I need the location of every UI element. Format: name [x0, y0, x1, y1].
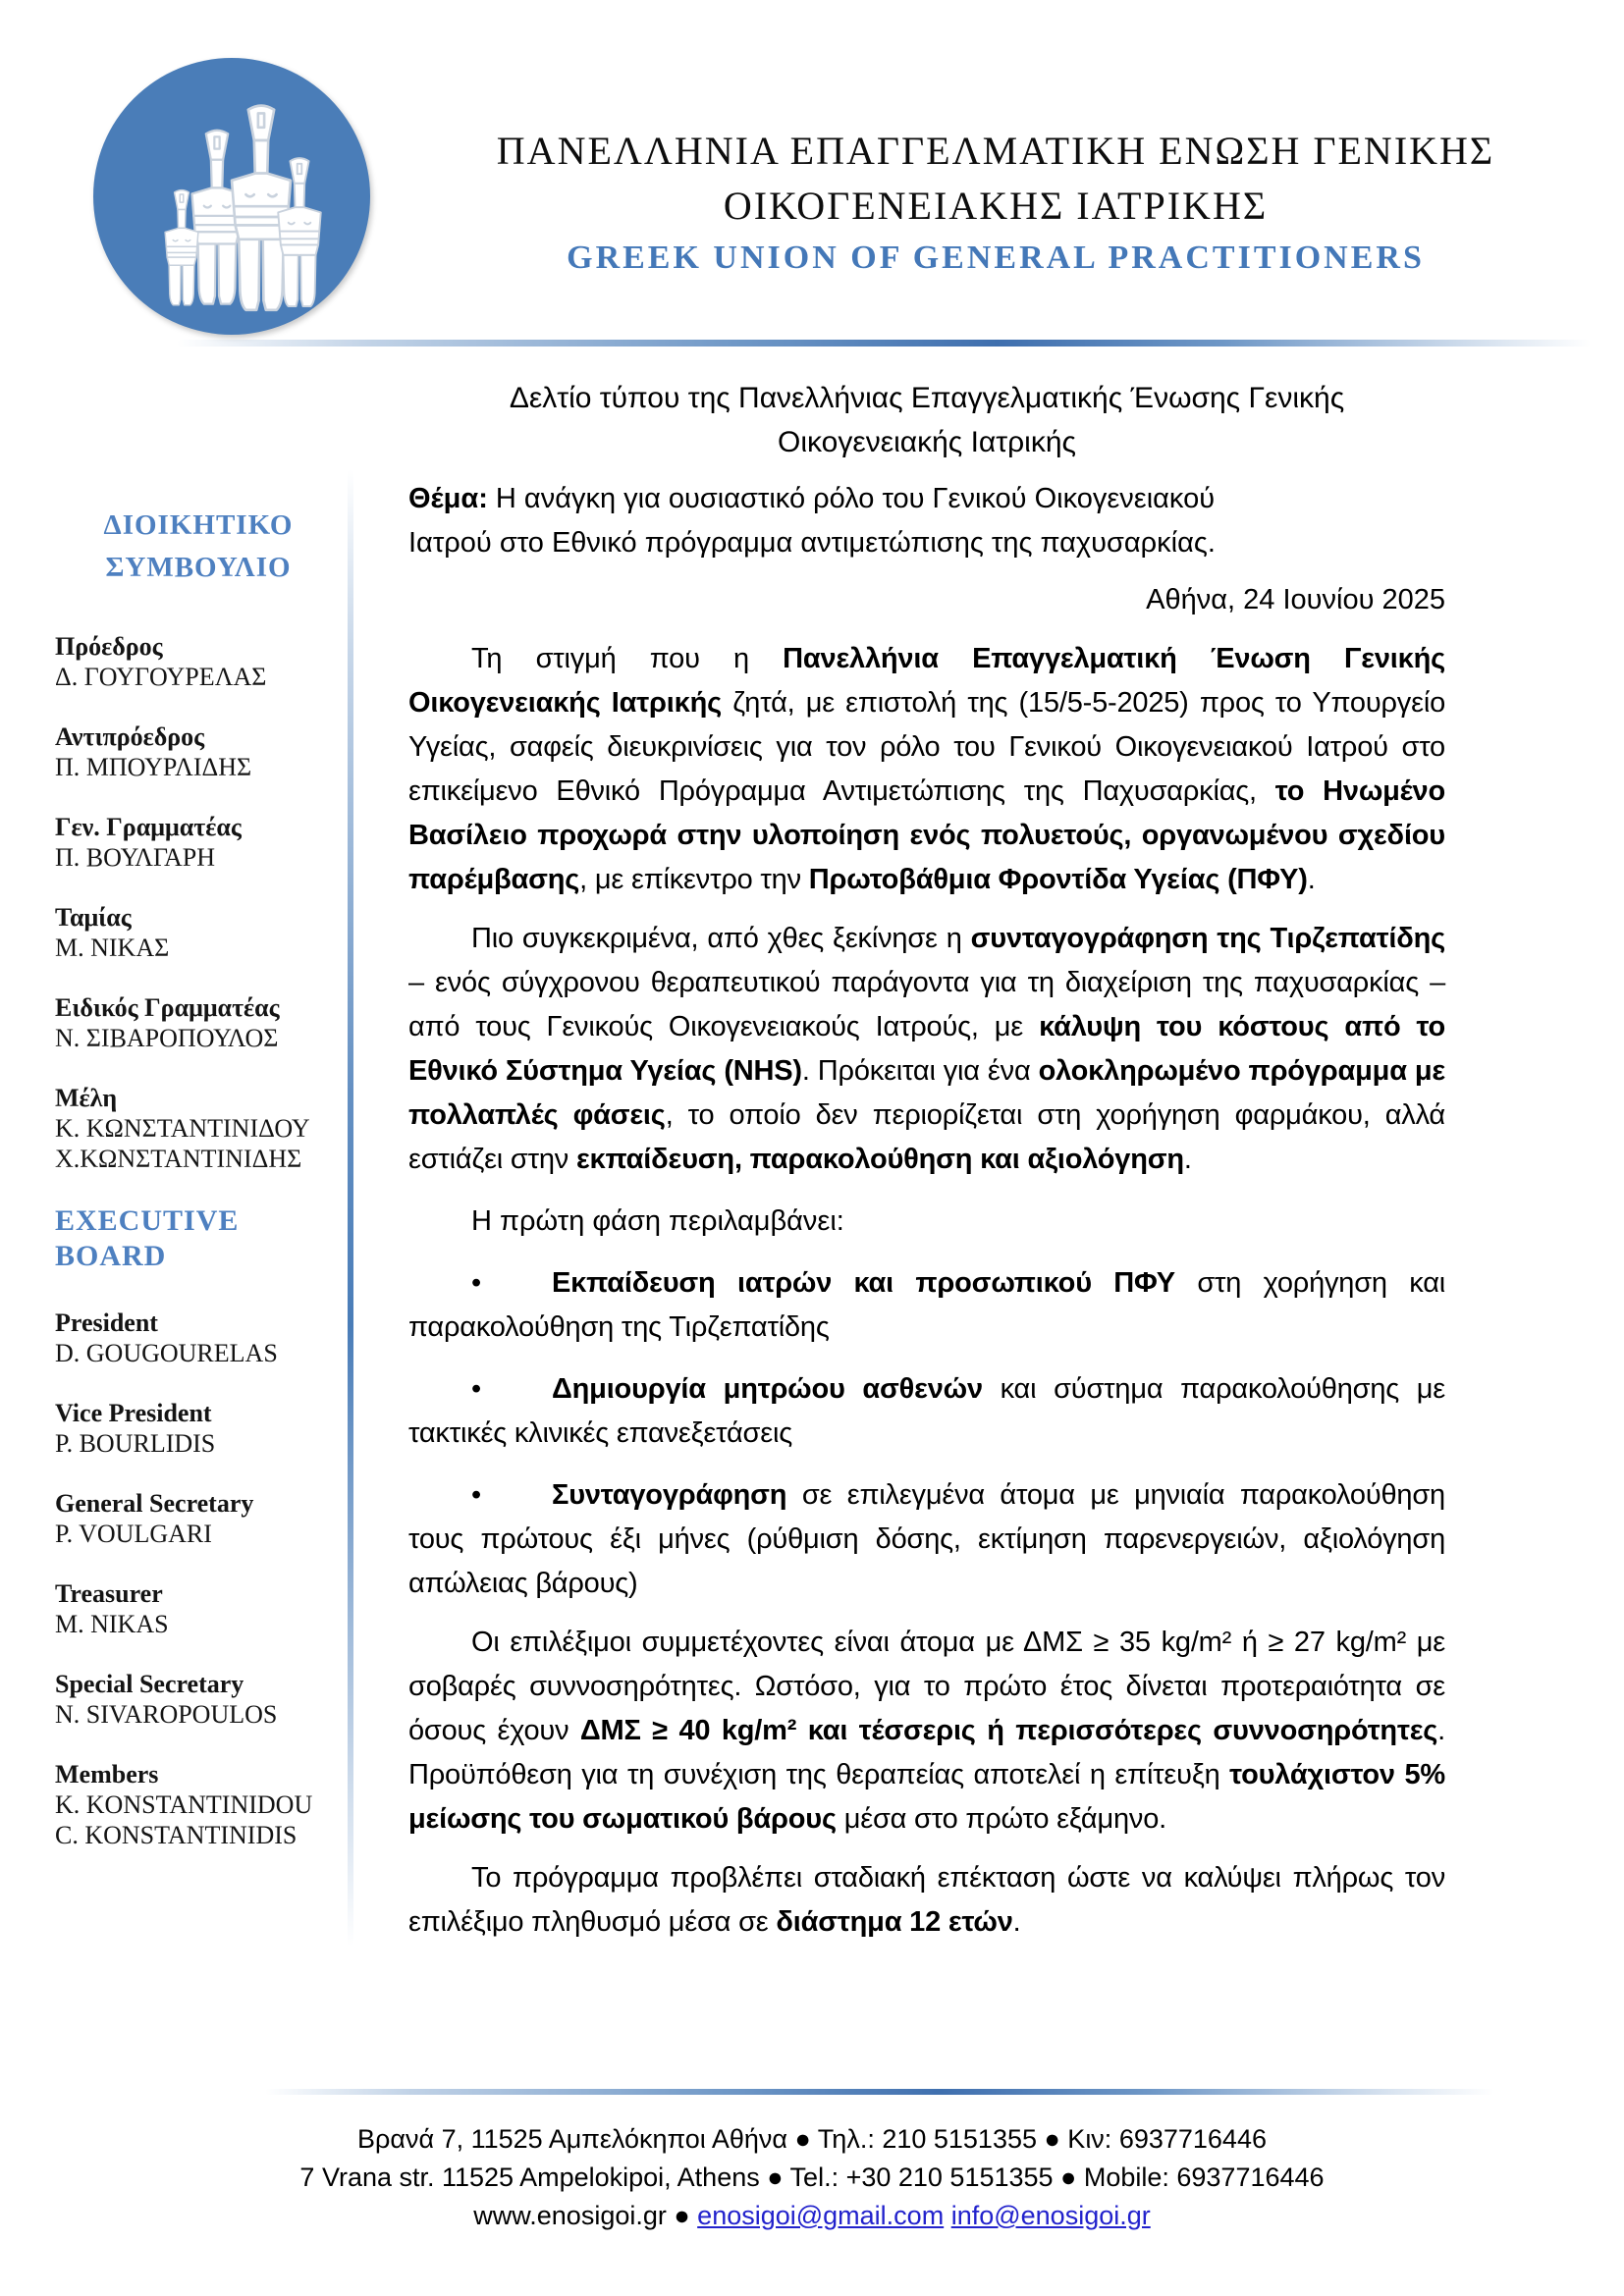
member-role: Special Secretary [55, 1670, 244, 1698]
bullet-text: Εκπαίδευση ιατρών και προσωπικού ΠΦΥ στη χορήγηση και παρακολούθηση της Τιρζεπατίδης [408, 1267, 1446, 1343]
board-member-block [55, 1578, 342, 1639]
press-title-line1: Δελτίο τύπου της Πανελλήνιας Επαγγελματικής Ένωσης Γενικής [509, 382, 1345, 414]
org-title-english: GREEK UNION OF GENERAL PRACTITIONERS [567, 240, 1425, 276]
logo-icon [84, 49, 379, 344]
sidebar-heading-english: EXECUTIVE BOARD [55, 1204, 240, 1272]
member-role: Ειδικός Γραμματέας [55, 993, 280, 1022]
footer-address-greek: Βρανά 7, 11525 Αμπελόκηποι Αθήνα ● Τηλ.: 210 5151355 ● Κιν: 6937716446 [357, 2124, 1267, 2154]
footer-divider-rule [265, 2089, 1494, 2095]
subject-block [408, 477, 1445, 565]
member-name: Π. ΒΟΥΛΓΑΡΗ [55, 843, 215, 872]
member-role: President [55, 1308, 158, 1337]
member-name: Π. ΜΠΟΥΡΛΙΔΗΣ [55, 753, 252, 781]
paragraph-4: Το πρόγραμμα προβλέπει σταδιακή επέκταση ώστε να καλύψει πλήρως τον επιλέξιμο πληθυσμό μέσα σε διάστημα 12 ετών. [408, 1862, 1445, 1938]
member-name: P. BOURLIDIS [55, 1429, 216, 1458]
bullet-dot: • [471, 1267, 481, 1299]
bullet-dot: • [471, 1373, 481, 1405]
paragraph-2: Πιο συγκεκριμένα, από χθες ξεκίνησε η συνταγογράφηση της Τιρζεπατίδης – ενός σύγχρονου θεραπευτικού παράγοντα για τη διαχείριση της παχυσαρκίας – από τους Γενικούς Οικογενειακούς Ιατρούς, με κάλυψη του κόστους από το Εθνικό Σύστημα Υγείας (NHS). Πρόκειται για ένα ολοκληρωμένο πρόγραμμα με πολλαπλές φάσεις, το οποίο δεν περιορίζεται στη χορήγηση φαρμάκου, αλλά εστιάζει στην εκπαίδευση, παρακολούθηση και αξιολόγηση. [408, 923, 1445, 1175]
member-name: D. GOUGOURELAS [55, 1339, 278, 1367]
paragraph-1: Τη στιγμή που η Πανελλήνια Επαγγελματική Ένωση Γενικής Οικογενειακής Ιατρικής ζητά, με επιστολή της (15/5-5-2025) προς το Υπουργείο Υγείας, σαφείς διευκρινίσεις για τον ρόλο του Γενικού Οικογενειακού Ιατρού στο επικείμενο Εθνικό Πρόγραμμα Αντιμετώπισης της Παχυσαρκίας, το Ηνωμένο Βασίλειο προχωρά στην υλοποίηση ενός πολυετούς, οργανωμένου σχεδίου παρέμβασης, με επίκεντρο την Πρωτοβάθμια Φροντίδα Υγείας (ΠΦΥ). [408, 643, 1445, 895]
email-link[interactable]: info@enosigoi.gr [950, 2201, 1151, 2230]
sidebar-heading-greek-line2: ΣΥΜΒΟΥΛΙΟ [105, 552, 292, 583]
member-role: General Secretary [55, 1489, 254, 1518]
subject-line1: Θέμα: Η ανάγκη για ουσιαστικό ρόλο του Γενικού Οικογενειακού [408, 483, 1216, 514]
bullet-text: Δημιουργία μητρώου ασθενών και σύστημα παρακολούθησης με τακτικές κλινικές επανεξετάσεις [408, 1373, 1445, 1449]
member-name: Δ. ΓΟΥΓΟΥΡΕΛΑΣ [55, 663, 267, 691]
member-name: Χ.ΚΩΝΣΤΑΝΤΙΝΙΔΗΣ [55, 1145, 302, 1173]
bullet-item-2 [408, 1367, 1445, 1456]
member-name: C. KONSTANTINIDIS [55, 1821, 298, 1849]
org-title-greek-line1: ΠΑΝΕΛΛΗΝΙΑ ΕΠΑΓΓΕΛΜΑΤΙΚΗ ΕΝΩΣΗ ΓΕΝΙΚΗΣ [496, 129, 1495, 173]
board-member-block [55, 1669, 342, 1730]
member-role: Πρόεδρος [55, 632, 163, 661]
bullet-dot: • [471, 1479, 481, 1511]
board-member-block [55, 721, 342, 782]
footer-address-english: 7 Vrana str. 11525 Ampelokipoi, Athens ● Tel.: +30 210 5151355 ● Mobile: 6937716446 [299, 2163, 1325, 2192]
board-member-block [55, 992, 342, 1053]
member-role: Treasurer [55, 1579, 163, 1608]
member-name: K. KONSTANTINIDOU [55, 1790, 313, 1819]
member-role: Vice President [55, 1399, 212, 1427]
member-name: Ν. ΣΙΒΑΡΟΠΟΥΛΟΣ [55, 1024, 279, 1052]
board-member-block [55, 1308, 342, 1368]
member-role: Ταμίας [55, 903, 132, 932]
member-name: Κ. ΚΩΝΣΤΑΝΤΙΝΙΔΟΥ [55, 1114, 310, 1143]
phase-intro-line: Η πρώτη φάση περιλαμβάνει: [471, 1205, 844, 1237]
board-member-block [55, 902, 342, 963]
member-name: N. SIVAROPOULOS [55, 1700, 278, 1729]
sidebar-heading-greek-line1: ΔΙΟΙΚΗΤΙΚΟ [103, 509, 294, 541]
member-role: Γεν. Γραμματέας [55, 813, 242, 841]
subject-line2: Ιατρού στο Εθνικό πρόγραμμα αντιμετώπισης της παχυσαρκίας. [408, 527, 1216, 559]
member-role: Members [55, 1760, 159, 1789]
press-release-body [408, 376, 1445, 1945]
press-title-line2: Οικογενειακής Ιατρικής [778, 426, 1076, 458]
cycladic-figurines-logo [84, 49, 379, 344]
press-title [408, 376, 1445, 464]
paragraph-3: Οι επιλέξιμοι συμμετέχοντες είναι άτομα με ΔΜΣ ≥ 35 kg/m² ή ≥ 27 kg/m² με σοβαρές συννοσηρότητες. Ωστόσο, για το πρώτο έτος δίνεται προτεραιότητα σε όσους έχουν ΔΜΣ ≥ 40 kg/m² και τέσσερις ή περισσότερες συννοσηρότητες. Προϋπόθεση για τη συνέχιση της θεραπείας αποτελεί η επίτευξη τουλάχιστον 5% μείωσης του σωματικού βάρους μέσα στο πρώτο εξάμηνο. [408, 1627, 1445, 1835]
board-member-block [55, 1083, 342, 1174]
footer-contact [98, 2120, 1526, 2235]
board-member-block [55, 1759, 342, 1850]
member-role: Αντιπρόεδρος [55, 722, 205, 751]
member-name: P. VOULGARI [55, 1520, 212, 1548]
sidebar-divider-rule [348, 469, 353, 1947]
member-name: M. NIKAS [55, 1610, 169, 1638]
dateline: Αθήνα, 24 Ιουνίου 2025 [1146, 584, 1445, 615]
sidebar-heading-greek [55, 505, 342, 589]
board-member-block [55, 812, 342, 873]
email-link[interactable]: enosigoi@gmail.com [697, 2201, 945, 2230]
footer-web-email-line: www.enosigoi.gr ● enosigoi@gmail.com info@enosigoi.gr [473, 2201, 1151, 2230]
bullet-text: Συνταγογράφηση σε επιλεγμένα άτομα με μηνιαία παρακολούθηση τους πρώτους έξι μήνες (ρύθμιση δόσης, εκτίμηση παρενεργειών, αξιολόγηση απώλειας βάρους) [408, 1479, 1445, 1599]
bullet-item-1 [408, 1261, 1445, 1350]
org-title-greek-line2: ΟΙΚΟΓΕΝΕΙΑΚΗΣ ΙΑΤΡΙΚΗΣ [723, 184, 1269, 228]
board-sidebar [55, 505, 342, 1880]
board-member-block [55, 631, 342, 692]
bullet-item-3 [408, 1473, 1445, 1606]
board-member-block [55, 1398, 342, 1459]
organization-header [389, 124, 1602, 283]
header-divider-rule [177, 340, 1591, 347]
member-name: Μ. ΝΙΚΑΣ [55, 934, 170, 962]
board-member-block [55, 1488, 342, 1549]
member-role: Μέλη [55, 1084, 118, 1112]
